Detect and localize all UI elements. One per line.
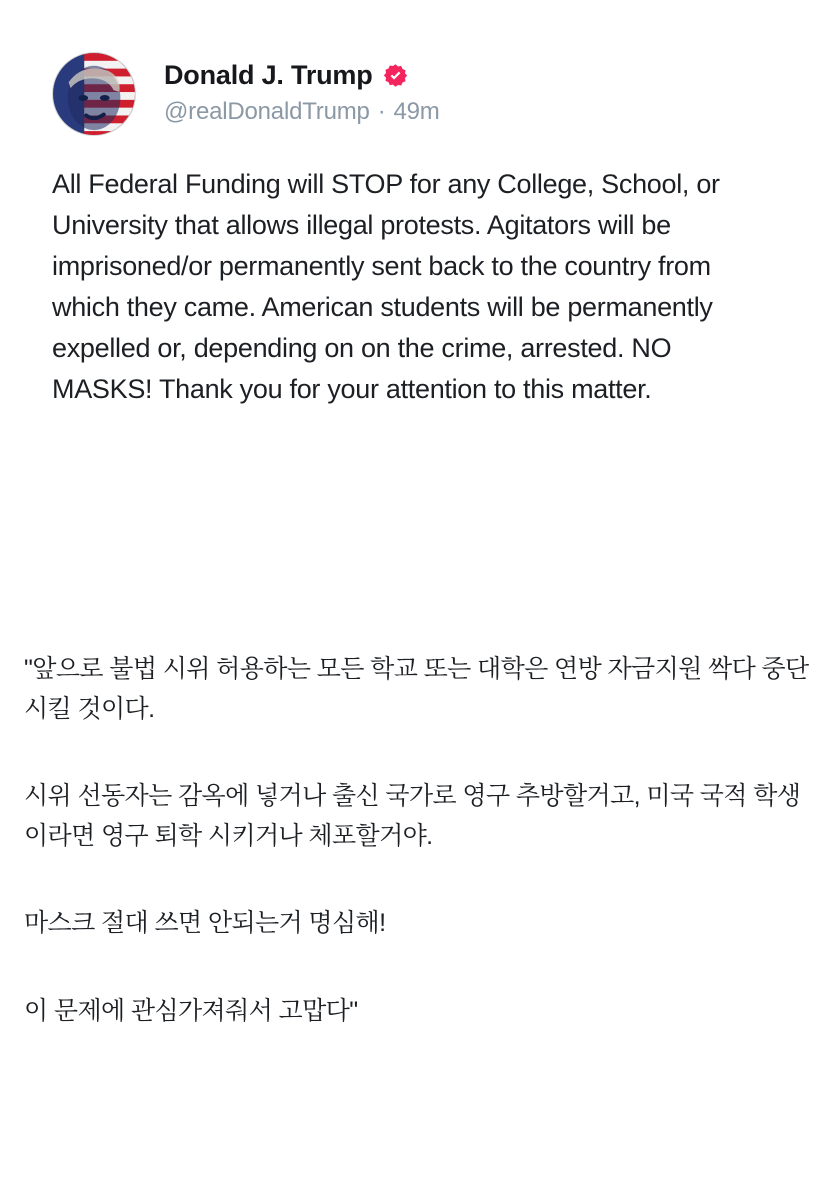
name-row [164, 60, 440, 91]
verified-badge-icon [383, 63, 408, 88]
handle-row [164, 98, 440, 126]
display-name[interactable]: Donald J. Trump [164, 60, 373, 90]
translation-paragraph: 이 문제에 관심가져줘서 고맙다" [24, 996, 358, 1025]
avatar-image [53, 53, 135, 135]
translation-block [24, 650, 813, 1031]
author-identity [164, 52, 440, 126]
separator-dot: · [377, 98, 386, 125]
translation-paragraph: "앞으로 불법 시위 허용하는 모든 학교 또는 대학은 연방 자금지원 싹다 중단시킬 것이다. [24, 655, 809, 723]
avatar[interactable] [52, 52, 136, 136]
post-header [0, 0, 835, 136]
translation-paragraph: 시위 선동자는 감옥에 넣거나 출신 국가로 영구 추방할거고, 미국 국적 학생이라면 영구 퇴학 시키거나 체포할거야. [24, 782, 801, 850]
post-text: All Federal Funding will STOP for any College, School, or University that allows illegal protests. Agitators will be imprisoned/or permanently sent back to the country from which they came. American students will be permanently expelled or, depending on on the crime, arrested. NO MASKS! Thank you for your attention to this matter. [52, 169, 727, 405]
translation-paragraph: 마스크 절대 쓰면 안되는거 명심해! [24, 909, 386, 937]
post-timestamp[interactable]: 49m [393, 98, 440, 125]
author-handle[interactable]: @realDonaldTrump [164, 98, 370, 125]
